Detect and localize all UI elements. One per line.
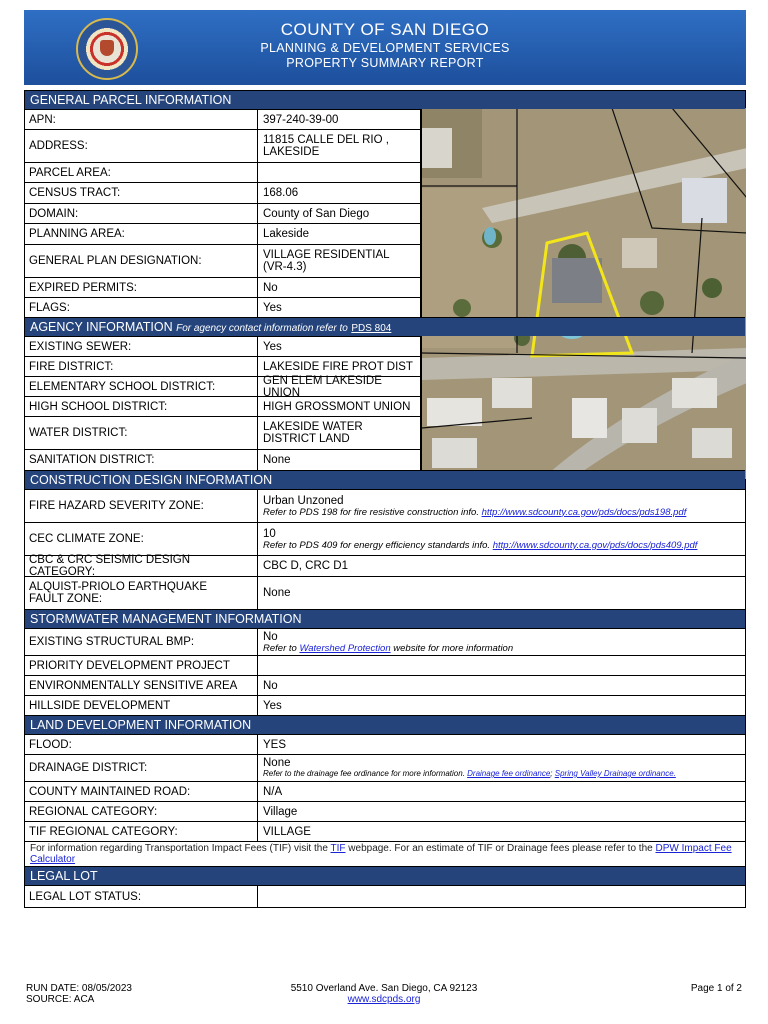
row-sensitive-area: ENVIRONMENTALLY SENSITIVE AREA No	[25, 675, 745, 695]
row-fire-hazard-zone: FIRE HAZARD SEVERITY ZONE: Urban Unzoned Refer to PDS 198 for fire resistive construction info. http://www.sdcounty.ca.gov/pds/docs/pds198.pdf	[25, 489, 745, 522]
drainage-fee-ordinance-link[interactable]: Drainage fee ordinance	[467, 769, 551, 778]
row-cec-climate-zone: CEC CLIMATE ZONE: 10 Refer to PDS 409 for energy efficiency standards info. http://www.sdcounty.ca.gov/pds/docs/pds409.pdf	[25, 522, 745, 555]
row-parcel-area: PARCEL AREA:	[25, 162, 745, 182]
section-general-parcel: GENERAL PARCEL INFORMATION	[25, 90, 745, 109]
page-number: Page 1 of 2	[690, 983, 742, 994]
section-agency: AGENCY INFORMATION For agency contact information refer to PDS 804	[25, 317, 745, 336]
row-high-school: HIGH SCHOOL DISTRICT: HIGH GROSSMONT UNION	[25, 396, 745, 416]
pds198-link[interactable]: http://www.sdcounty.ca.gov/pds/docs/pds198.pdf	[481, 506, 687, 518]
row-existing-sewer: EXISTING SEWER: Yes	[25, 336, 745, 356]
section-stormwater: STORMWATER MANAGEMENT INFORMATION	[25, 609, 745, 628]
tif-note: For information regarding Transportation Impact Fees (TIF) visit the TIF webpage. For an estimate of TIF or Drainage fees please refer to the DPW Impact Fee Calculator	[25, 841, 745, 866]
section-legal-lot: LEGAL LOT	[25, 866, 745, 885]
row-tif-category: TIF REGIONAL CATEGORY: VILLAGE	[25, 821, 745, 841]
footer-run-info: RUN DATE: 08/05/2023 SOURCE: ACA	[26, 983, 132, 1005]
section-land-development: LAND DEVELOPMENT INFORMATION	[25, 715, 745, 734]
row-county-road: COUNTY MAINTAINED ROAD: N/A	[25, 781, 745, 801]
row-flood: FLOOD: YES	[25, 734, 745, 754]
tif-link[interactable]: TIF	[330, 843, 346, 854]
row-sanitation-district: SANITATION DISTRICT: None	[25, 449, 745, 470]
department-title: PLANNING & DEVELOPMENT SERVICES	[260, 41, 510, 55]
row-priority-development: PRIORITY DEVELOPMENT PROJECT	[25, 655, 745, 675]
section-construction: CONSTRUCTION DESIGN INFORMATION	[25, 470, 745, 489]
footer-address: 5510 Overland Ave. San Diego, CA 92123 www.sdcpds.org	[290, 983, 478, 1005]
aerial-map-image	[422, 108, 746, 479]
row-drainage-district: DRAINAGE DISTRICT: None Refer to the drainage fee ordinance for more information. Drainage fee ordinance; Spring Valley Drainage ordinance.	[25, 754, 745, 781]
row-census-tract: CENSUS TRACT: 168.06	[25, 182, 745, 203]
row-regional-category: REGIONAL CATEGORY: Village	[25, 801, 745, 821]
row-elementary-school: ELEMENTARY SCHOOL DISTRICT: GEN ELEM LAKESIDE UNION	[25, 376, 745, 396]
row-planning-area: PLANNING AREA: Lakeside	[25, 223, 745, 244]
row-flags: FLAGS: Yes	[25, 297, 745, 317]
sdcpds-site-link[interactable]: www.sdcpds.org	[347, 993, 421, 1005]
pds-804-link[interactable]: PDS 804	[351, 323, 392, 334]
watershed-protection-link[interactable]: Watershed Protection	[299, 642, 391, 654]
row-address: ADDRESS: 11815 CALLE DEL RIO , LAKESIDE	[25, 129, 745, 162]
row-structural-bmp: EXISTING STRUCTURAL BMP: No Refer to Watershed Protection website for more information	[25, 628, 745, 655]
report-title: PROPERTY SUMMARY REPORT	[286, 56, 484, 70]
row-expired-permits: EXPIRED PERMITS: No	[25, 277, 745, 297]
aerial-map[interactable]	[421, 108, 746, 479]
row-seismic-category: CBC & CRC SEISMIC DESIGN CATEGORY: CBC D, CRC D1	[25, 555, 745, 576]
row-water-district: WATER DISTRICT: LAKESIDE WATER DISTRICT LAND	[25, 416, 745, 449]
row-alquist-priolo: ALQUIST-PRIOLO EARTHQUAKE FAULT ZONE: None	[25, 576, 745, 609]
row-hillside-development: HILLSIDE DEVELOPMENT Yes	[25, 695, 745, 715]
county-title: COUNTY OF SAN DIEGO	[280, 20, 490, 39]
pds409-link[interactable]: http://www.sdcounty.ca.gov/pds/docs/pds409.pdf	[492, 539, 698, 551]
dpw-impact-fee-link[interactable]: DPW Impact Fee Calculator	[30, 843, 732, 865]
row-domain: DOMAIN: County of San Diego	[25, 203, 745, 223]
spring-valley-ordinance-link[interactable]: Spring Valley Drainage ordinance.	[554, 769, 676, 778]
row-apn: APN: 397-240-39-00	[25, 109, 745, 129]
report-header	[24, 10, 746, 85]
row-fire-district: FIRE DISTRICT: LAKESIDE FIRE PROT DIST	[25, 356, 745, 376]
row-general-plan: GENERAL PLAN DESIGNATION: VILLAGE RESIDENTIAL (VR-4.3)	[25, 244, 745, 277]
row-legal-lot-status: LEGAL LOT STATUS:	[25, 885, 745, 907]
